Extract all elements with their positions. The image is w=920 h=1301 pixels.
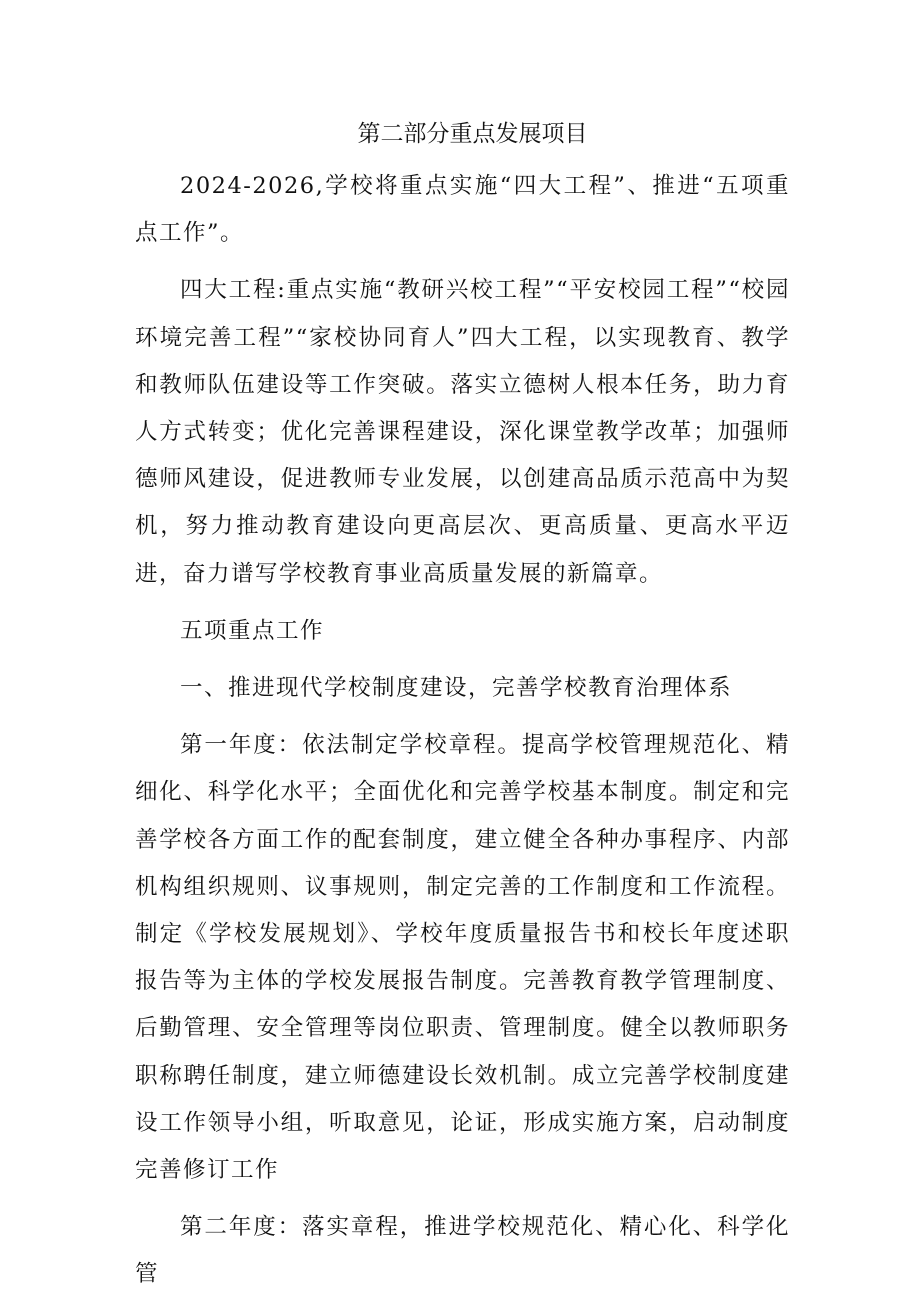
year-one-paragraph: 第一年度：依法制定学校章程。提高学校管理规范化、精细化、科学化水平；全面优化和完善学校基本制度。制定和完善学校各方面工作的配套制度，建立健全各种办事程序、内部机构组织规则、议事规则，制定完善的工作制度和工作流程。制定《学校发展规划》、学校年度质量报告书和校长年度述职报告等为主体的学校发展报告制度。完善教育教学管理制度、后勤管理、安全管理等岗位职责、管理制度。健全以教师职务职称聘任制度，建立师德建设长效机制。成立完善学校制度建设工作领导小组，听取意见，论证，形成实施方案，启动制度完善修订工作 xyxy=(135,732,790,1184)
intro-paragraph: 2024-2026,学校将重点实施“四大工程”、推进“五项重点工作”。 xyxy=(135,173,790,247)
year-two-paragraph: 第二年度：落实章程，推进学校规范化、精心化、科学化管 xyxy=(135,1214,790,1288)
document-body xyxy=(135,113,790,1299)
page-title: 第二部分重点发展项目 xyxy=(357,121,588,147)
five-tasks-heading: 五项重点工作 xyxy=(180,617,325,644)
item-one-heading: 一、推进现代学校制度建设，完善学校教育治理体系 xyxy=(180,675,733,702)
four-projects-paragraph: 四大工程:重点实施“教研兴校工程”“平安校园工程”“校园环境完善工程”“家校协同育人”四大工程，以实现教育、教学和教师队伍建设等工作突破。落实立德树人根本任务，助力育人方式转变；优化完善课程建设，深化课堂教学改革；加强师德师风建设，促进教师专业发展，以创建高品质示范高中为契机，努力推动教育建设向更高层次、更高质量、更高水平迈进，奋力谱写学校教育事业高质量发展的新篇章。 xyxy=(135,277,790,587)
